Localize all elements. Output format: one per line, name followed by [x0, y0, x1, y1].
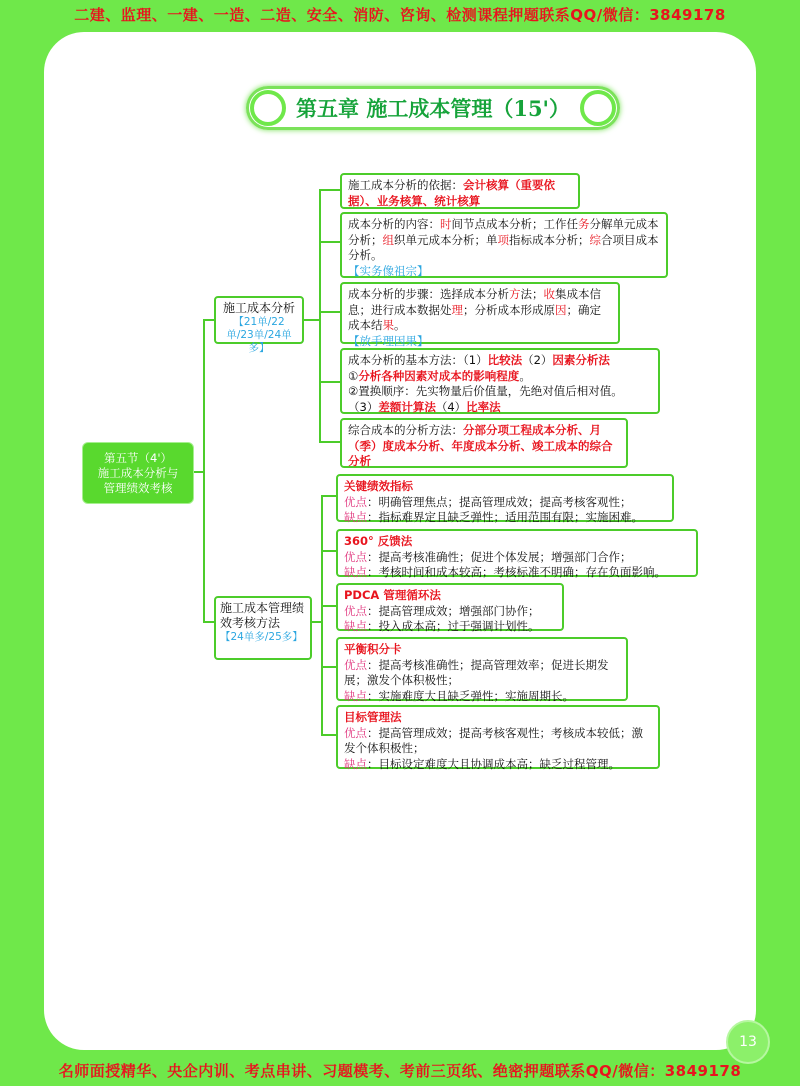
perf-cons	[344, 689, 620, 705]
analysis-basis-box	[340, 173, 580, 209]
method-detail: 分析各种因素对成本的影响程度	[358, 368, 520, 383]
connector-mbo	[322, 622, 336, 735]
method-name: 差额计算法	[378, 399, 436, 414]
cons-text: ：考核时间和成本较高；考核标准不明确；存在负面影响。	[367, 565, 666, 579]
perf-bsc-box	[336, 637, 628, 701]
pros-text: ：提高管理成效；提高考核客观性；考核成本较低；激发个体积极性；	[344, 725, 643, 755]
perf-title: 360° 反馈法	[344, 534, 413, 548]
branch-tag: 【24单多/25多】	[220, 631, 303, 643]
cons-text: ：投入成本高；过于强调计划性。	[367, 619, 540, 633]
connector-kpi	[310, 496, 336, 622]
bottom-banner: 名师面授精华、央企内训、考点串讲、习题模考、考前三页纸、绝密押题联系QQ/微信：3849178	[58, 1062, 742, 1080]
key-char: 果	[382, 318, 394, 332]
method-name: 比率法	[466, 399, 501, 414]
key-char: 收	[543, 287, 555, 301]
text: 指标成本分析；	[509, 232, 590, 247]
perf-pros	[344, 550, 690, 566]
key-char: 综	[589, 232, 601, 247]
method-name: 比较法	[487, 353, 523, 367]
perf-cons	[344, 565, 690, 581]
pros-label: 优点	[344, 549, 367, 564]
root-line-2: 施工成本分析与	[97, 465, 179, 480]
top-banner: 二建、监理、一建、一造、二造、安全、消防、咨询、检测课程押题联系QQ/微信：3849178	[74, 6, 726, 24]
key-char: 项	[497, 232, 509, 247]
pros-text: ：提高考核准确性；提高管理效率；促进长期发展；激发个体积极性；	[344, 657, 609, 687]
branch-label: 施工成本分析	[222, 301, 295, 315]
text: 成本分析的基本方法：（1）	[348, 353, 488, 367]
page-number: 13	[726, 1020, 770, 1064]
chapter-title: 第五章 施工成本管理（15'）	[296, 96, 570, 121]
text: 成本分析的内容：	[348, 217, 440, 231]
branch-cost-analysis	[214, 296, 304, 354]
perf-title: PDCA 管理循环法	[344, 588, 441, 602]
perf-cons	[344, 757, 652, 773]
text: （3）	[348, 399, 379, 414]
basis-prefix: 施工成本分析的依据：	[348, 178, 463, 192]
cons-label: 缺点	[344, 510, 367, 524]
key-char: 务	[578, 217, 590, 231]
analysis-methods-box	[340, 348, 660, 414]
text: 。	[519, 368, 531, 383]
text: ；确定成本结	[348, 302, 601, 332]
text: 间节点成本分析；工作任	[451, 217, 578, 231]
text: 集成本信息；进行成本数据处	[348, 287, 601, 317]
cons-label: 缺点	[344, 756, 367, 771]
text: （4）	[435, 399, 467, 414]
connector-root-branch1	[192, 320, 214, 472]
branch-label: 施工成本管理绩效考核方法	[220, 601, 305, 630]
perf-cons	[344, 619, 556, 635]
steps-mnemonic: 【放手理因果】	[348, 333, 429, 348]
text: （2）	[522, 353, 553, 367]
perf-pros	[344, 658, 620, 689]
root-line-1: 第五节（4'）	[104, 450, 172, 465]
text: 成本分析的步骤：选择成本分析	[348, 287, 509, 301]
perf-pros	[344, 726, 652, 757]
cons-text: ：实施难度大且缺乏弹性；实施周期长。	[367, 688, 574, 703]
perf-360-box	[336, 529, 698, 577]
pros-label: 优点	[344, 725, 367, 740]
perf-cons	[344, 510, 666, 526]
perf-pros	[344, 495, 666, 511]
perf-mbo-box	[336, 705, 660, 769]
comprehensive-highlight: 分部分项工程成本分析、月（季）度成本分析、年度成本分析、竣工成本的综合分析	[348, 423, 613, 468]
text: 法；	[520, 287, 544, 301]
analysis-content-box	[340, 212, 668, 278]
basis-highlight: 会计核算（重要依据）、业务核算、统计核算	[348, 178, 555, 208]
pros-text: ：提高管理成效；增强部门协作；	[367, 603, 540, 618]
cons-text: ：指标难界定且缺乏弹性；适用范围有限；实施困难。	[367, 510, 643, 524]
pros-text: ：明确管理焦点；提高管理成效；提高考核客观性；	[367, 494, 632, 509]
pros-label: 优点	[344, 657, 367, 672]
key-char: 组	[382, 232, 394, 247]
text: 织单元成本分析；单	[394, 232, 498, 247]
cons-text: ：目标设定难度大且协调成本高；缺乏过程管理。	[367, 756, 620, 771]
analysis-comprehensive-box	[340, 418, 628, 468]
cons-label: 缺点	[344, 619, 367, 633]
text: ；分析成本形成原	[463, 302, 555, 317]
perf-title: 目标管理法	[344, 710, 402, 724]
key-char: 理	[451, 302, 463, 317]
text: 。	[394, 318, 406, 332]
methods-line-2	[348, 369, 652, 385]
root-node	[82, 442, 194, 504]
perf-pros	[344, 604, 556, 620]
key-char: 方	[509, 287, 521, 301]
branch-performance	[214, 596, 312, 660]
pros-text: ：提高考核准确性；促进个体发展；增强部门合作；	[367, 549, 632, 564]
perf-title: 关键绩效指标	[344, 479, 413, 493]
methods-line-4	[348, 400, 652, 416]
perf-title: 平衡积分卡	[344, 642, 402, 656]
root-line-3: 管理绩效考核	[103, 480, 173, 495]
methods-line-3: ②置换顺序：先实物量后价值量，先绝对值后相对值。	[348, 384, 623, 398]
cons-label: 缺点	[344, 688, 367, 703]
methods-line-1	[348, 353, 652, 369]
text: ①	[348, 368, 359, 383]
perf-pdca-box	[336, 583, 564, 631]
connector-root-branch2	[204, 472, 214, 622]
method-name: 因素分析法	[552, 353, 610, 367]
text: 合项目成本分析。	[348, 232, 659, 262]
text: 分解单元成本分析；	[348, 217, 659, 247]
analysis-steps-box	[340, 282, 620, 348]
key-char: 时	[440, 217, 452, 231]
pros-label: 优点	[344, 494, 367, 509]
content-mnemonic: 【实务像祖宗】	[348, 263, 429, 278]
key-char: 因	[555, 302, 567, 317]
branch-tag: 【21单/22单/23单/24单多】	[226, 316, 292, 354]
connector-basis	[302, 190, 340, 320]
perf-kpi-box	[336, 474, 674, 522]
comprehensive-prefix: 综合成本的分析方法：	[348, 423, 463, 437]
cons-label: 缺点	[344, 565, 367, 579]
pros-label: 优点	[344, 603, 367, 618]
